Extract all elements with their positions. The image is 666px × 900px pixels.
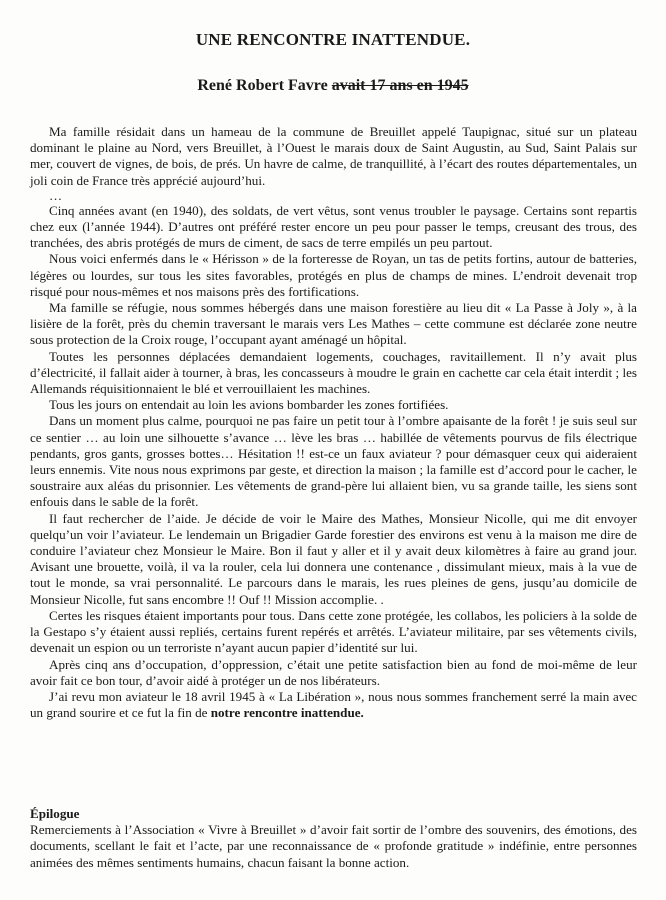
paragraph: Nous voici enfermés dans le « Hérisson » de la forteresse de Royan, un tas de petits fortins, autour de batteries, légères ou lourdes, sur tous les sites favorables, protégés en plus de champs de mines. L’endroit devenait trop risqué pour nous-mêmes et nos maisons près des fortifications. <box>30 251 637 299</box>
paragraph: Dans un moment plus calme, pourquoi ne pas faire un petit tour à l’ombre apaisante de la forêt ! je suis seul sur ce sentier … au loin une silhouette s’avance … lève les bras … habillée de vêtements pourvus de fils électrique pendants, gros gants, grosses bottes… Hésitation !! est-ce un faux aviateur ? pour démasquer ceux qui aideraient leurs ennemis. Vite nous nous exprimons par geste, et direction la maison ; la famille est d’accord pour le cacher, le soustraire aux aléas du prisonnier. Les vêtements de grand-père lui allaient bien, vu sa grande taille, les siens sont enfouis dans le sable de la forêt. <box>30 413 637 510</box>
epilogue-heading: Épilogue <box>30 806 80 821</box>
paragraph: Tous les jours on entendait au loin les avions bombarder les zones fortifiées. <box>49 397 449 413</box>
epilogue-section <box>30 806 637 871</box>
paragraph: Certes les risques étaient importants pour tous. Dans cette zone protégée, les collabos, les policiers à la solde de la Gestapo s’y étaient aussi repliés, certains furent repérés et arrêtés. L’aviateur militaire, par ses vêtements civils, devenait un espion ou un terroriste n’ayant aucun papier d’identité sur lui. <box>30 607 637 656</box>
author-name: René Robert Favre <box>197 77 328 94</box>
closing-paragraph-lead: J’ai revu mon aviateur le 18 avril 1945 à « La Libération », nous nous sommes franchement serré la main avec un grand sourire et ce fut la fin de <box>30 688 637 721</box>
epilogue-text: Remerciements à l’Association « Vivre à Breuillet » d’avoir fait sortir de l’ombre des souvenirs, des émotions, des documents, scellant le fait et l’acte, par une reconnaissance de « profonde gratitude » indéfinie, entre personnes animées des mêmes sentiments humains, chacun faisant la bonne action. <box>30 822 637 870</box>
document-subtitle <box>0 77 666 95</box>
paragraph: Toutes les personnes déplacées demandaient logements, couchages, ravitaillement. Il n’y avait plus d’électricité, il fallait aider à tourner, à bras, les concasseurs à moudre le grain en cachette car cela était interdit ; les Allemands réquisitionnaient le blé et verrouillaient les machines. <box>30 348 637 397</box>
closing-paragraph <box>30 689 637 721</box>
document-title: UNE RENCONTRE INATTENDUE. <box>195 30 471 49</box>
paragraph: Ma famille se réfugie, nous sommes hébergés dans une maison forestière au lieu dit « La Passe à Joly », à la lisière de la forêt, près du chemin traversant le marais vers Les Mathes – cette commune est déclarée zone neutre sous protection de la Croix rouge, l’occupant ayant aménagé un hôpital. <box>30 300 637 348</box>
paragraph: Il faut rechercher de l’aide. Je décide de voir le Maire des Mathes, Monsieur Nicolle, qui me dit envoyer quelqu’un voir l’aviateur. Le lendemain un Brigadier Garde forestier des environs est venu à la maison me dire de conduire l’aviateur chez Monsieur le Maire. Bon il faut y aller et il y avait deux kilomètres à faire au grand jour. Avisant une brouette, voilà, il va la rouler, cela lui donnera une contenance , dissimulant mieux, mais à la vue de tout le monde, sa vrai personnalité. Le parcours dans le marais, les rues pleines de gens, jusqu’au domicile de Monsieur Nicolle, fut sans encombre !! Ouf !! Mission accomplie. . <box>30 510 637 607</box>
paragraph: Ma famille résidait dans un hameau de la commune de Breuillet appelé Taupignac, situé sur un plateau dominant le plaine au Nord, vers Breuillet, à l’Ouest le marais doux de Saint Augustin, au Sud, Saint Palais sur mer, couvert de vignes, de bois, de prés. Un havre de calme, de tranquillité, à l’écart des routes départementales, un joli coin de France très apprécié aujourd’hui. <box>30 124 637 188</box>
paragraph: Cinq années avant (en 1940), des soldats, de vert vêtus, sont venus troubler le paysage. Certains sont repartis chez eux (l’année 1944). D’autres ont préféré rester encore un peu pour passer le temps, creusant des trous, des tranchées, des abris protégés de murs de ciment, de sacs de terre empilés un peu partout. <box>30 202 637 251</box>
paragraph: Après cinq ans d’occupation, d’oppression, c’était une petite satisfaction bien au fond de moi-même de leur avoir fait ce bon tour, d’avoir aidé à protéger un de nos libérateurs. <box>30 656 637 688</box>
paragraph-ellipsis: … <box>49 187 63 203</box>
closing-paragraph-bold: notre rencontre inattendue. <box>210 705 364 721</box>
story-body <box>30 124 637 721</box>
struck-age-note: avait 17 ans en 1945 <box>331 77 469 94</box>
